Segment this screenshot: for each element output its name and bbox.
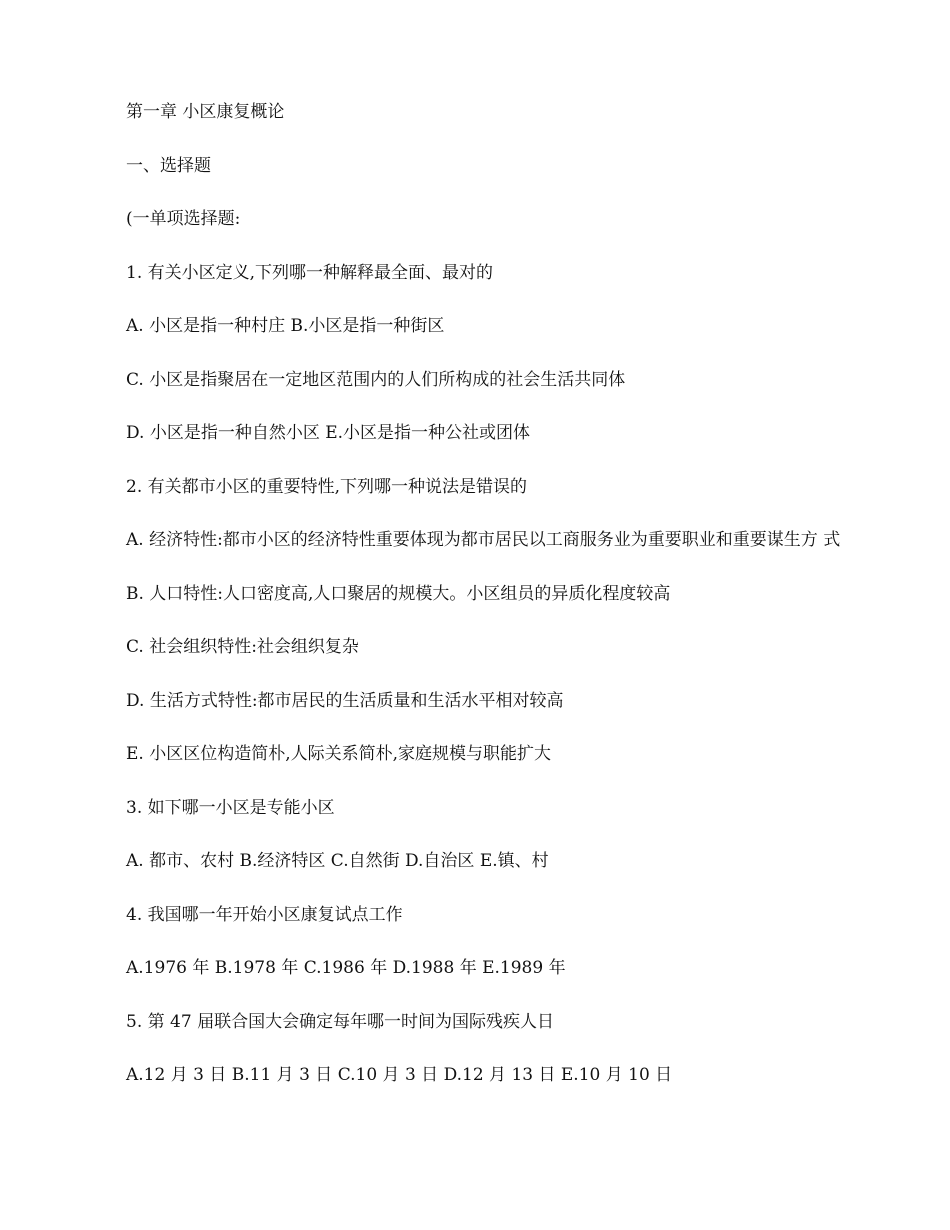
question-4-options: A.1976 年 B.1978 年 C.1986 年 D.1988 年 E.1989 年 — [126, 958, 566, 978]
question-1: 1. 有关小区定义,下列哪一种解释最全面、最对的 — [126, 262, 494, 283]
question-4: 4. 我国哪一年开始小区康复试点工作 — [126, 904, 403, 925]
question-2-option-e: E. 小区区位构造简朴,人际关系简朴,家庭规模与职能扩大 — [126, 744, 552, 764]
question-2-option-a: A. 经济特性:都市小区的经济特性重要体现为都市居民以工商服务业为重要职业和重要谋生方 式 — [126, 530, 841, 550]
question-2-option-d: D. 生活方式特性:都市居民的生活质量和生活水平相对较高 — [126, 690, 564, 711]
question-2-option-b: B. 人口特性:人口密度高,人口聚居的规模大。小区组员的异质化程度较高 — [126, 583, 671, 604]
chapter-title: 第一章 小区康复概论 — [126, 102, 285, 122]
question-5-options: A.12 月 3 日 B.11 月 3 日 C.10 月 3 日 D.12 月 13 日 E.10 月 10 日 — [126, 1065, 673, 1085]
subsection-title: (一单项选择题: — [126, 209, 241, 229]
question-2-option-c: C. 社会组织特性:社会组织复杂 — [126, 637, 359, 657]
question-1-options-ab: A. 小区是指一种村庄 B.小区是指一种街区 — [126, 316, 445, 336]
question-3: 3. 如下哪一小区是专能小区 — [126, 797, 335, 818]
question-3-options: A. 都市、农村 B.经济特区 C.自然街 D.自治区 E.镇、村 — [126, 851, 549, 871]
document-body — [88, 98, 862, 1115]
question-5: 5. 第 47 届联合国大会确定每年哪一时间为国际残疾人日 — [126, 1011, 555, 1032]
question-1-option-c: C. 小区是指聚居在一定地区范围内的人们所构成的社会生活共同体 — [126, 369, 626, 390]
section-title: 一、选择题 — [126, 155, 211, 176]
question-2: 2. 有关都市小区的重要特性,下列哪一种说法是错误的 — [126, 476, 528, 497]
question-1-options-de: D. 小区是指一种自然小区 E.小区是指一种公社或团体 — [126, 423, 531, 443]
